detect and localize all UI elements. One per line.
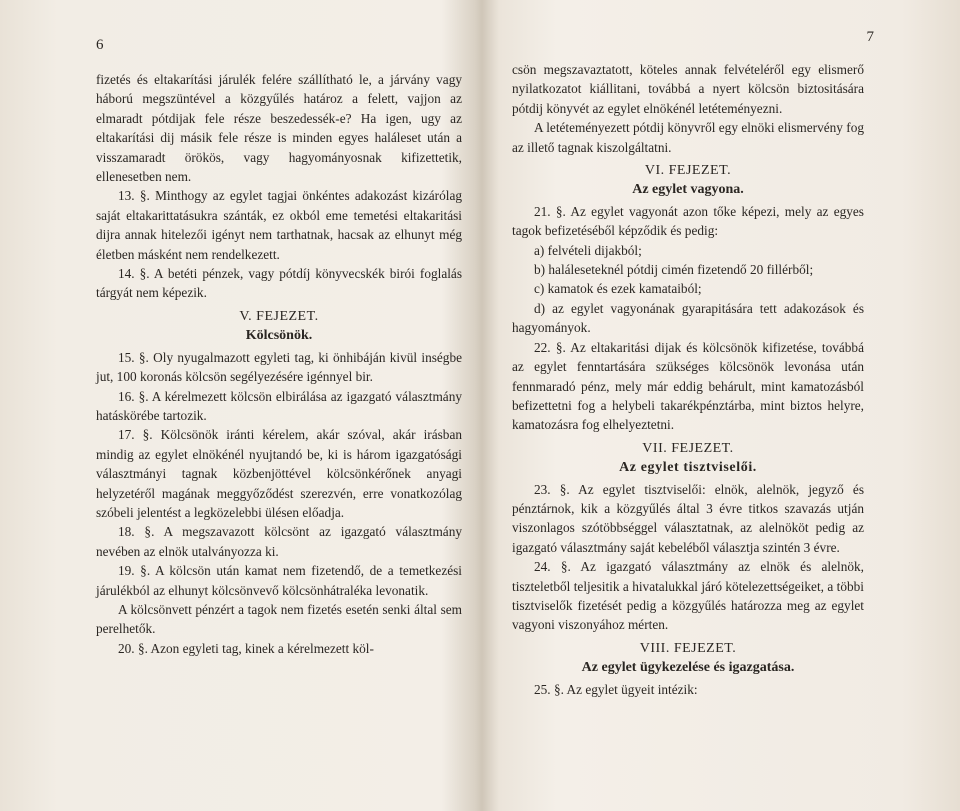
chapter-heading: VIII. FEJEZET.: [639, 640, 737, 656]
page-number: 7: [866, 29, 874, 45]
chapter-heading: VII. FEJEZET.: [642, 440, 734, 456]
chapter-heading: VI. FEJEZET.: [644, 163, 732, 179]
paragraph: csön megszavaztatott, köteles annak felvételéről egy elismerő nyilatkozatot kiállitani, továbbá a nyert kölcsön biztositására pótdij könyvét az egylet elnökénél letéteményezni.: [512, 62, 864, 116]
paragraph: 20. §. Azon egyleti tag, kinek a kérelmezett köl-: [118, 640, 374, 656]
page-number: 6: [96, 37, 104, 53]
right-page-text: [512, 60, 864, 699]
chapter-title: Kölcsönök.: [245, 328, 313, 344]
chapter-title: Az egylet ügykezelése és igazgatása.: [581, 660, 795, 676]
paragraph: 16. §. A kérelmezett kölcsön elbirálása az igazgató választmány hatáskörébe tartozik.: [96, 388, 462, 423]
chapter-title: Az egylet vagyona.: [632, 182, 744, 198]
list-item: c) kamatok és ezek kamataiból;: [534, 281, 702, 297]
paragraph: 21. §. Az egylet vagyonát azon tőke képezi, mely az egyes tagok befizetéséből képződik és pedig:: [512, 203, 864, 239]
right-page: [490, 0, 960, 811]
paragraph: 18. §. A megszavazott kölcsönt az igazgató választmány nevében az elnök utalványozza ki.: [96, 524, 462, 559]
left-page-text: [96, 70, 462, 658]
paragraph: 14. §. A betéti pénzek, vagy pótdíj könyvecskék birói foglalás tárgyát nem képezik.: [96, 266, 462, 301]
paragraph: A letéteményezett pótdij könyvről egy elnöki elismervény fog az illető tagnak kiszolgáltatni.: [512, 120, 864, 155]
list-item: d) az egylet vagyonának gyarapitására tett adakozások és hagyományok.: [512, 300, 864, 336]
list-item: b) haláleseteknél pótdij cimén fizetendő 20 fillérből;: [534, 262, 814, 278]
paragraph: fizetés és eltakarítási járulék felére szállítható le, a járvány vagy háború megszüntével a közgyűlés határoz a felett, vajjon az elmaradt pótdijak fele része beszedessék-e? Ha igen, ugy az eltakarítási dij másik fele része is minden egyes haláleset után a visszamaradt örökös, vagy hagyományosnak kifizettetik, ellenesetben nem.: [96, 72, 462, 185]
paragraph: 25. §. Az egylet ügyeit intézik:: [534, 681, 698, 697]
paragraph: 24. §. Az igazgató választmány az elnök és alelnök, tiszteletből teljesitik a hivatalukkal járó kötelezettségeiket, a többi tisztviselők fizetését pedig a közgyűlés határozza meg az egylet vagyoni viszonyához mérten.: [512, 559, 864, 633]
paragraph: A kölcsönvett pénzért a tagok nem fizetés esetén senki által sem perelhetők.: [96, 601, 462, 637]
chapter-title: Az egylet tisztviselői.: [619, 460, 757, 476]
paragraph: 15. §. Oly nyugalmazott egyleti tag, ki önhibáján kivül inségbe jut, 100 koronás kölcsön segélyezésére igénnyel bir.: [96, 349, 462, 385]
list-item: a) felvételi dijakból;: [534, 242, 642, 258]
paragraph: 17. §. Kölcsönök iránti kérelem, akár szóval, akár irásban mindig az egylet elnökénél nyujtandó be, ki is három igazgatósági választmányi tagnak közbenjöttével kölcsönkérőnek anyagi helyzetéről magának meggyőződést szerezvén, erre vonatkozólag szóbeli jelentést a legközelebbi ülésen előadja.: [96, 427, 462, 520]
paragraph: 23. §. Az egylet tisztviselői: elnök, alelnök, jegyző és pénztárnok, kik a közgyűlés által 3 évre titkos szavazás utján viszonlagos szótöbbséggel választatnak, az alelnököt pedig az igazgató választmány saját kebeléből választja szintén 3 évre.: [512, 481, 864, 555]
paragraph: 19. §. A kölcsön után kamat nem fizetendő, de a temetkezési járulékból az elhunyt kölcsönvevő kölcsönhátraléka levonatik.: [96, 563, 462, 598]
paragraph: 22. §. Az eltakaritási dijak és kölcsönök kifizetése, továbbá az egylet fenntartására szükséges kölcsönök levonása után fennmaradó pénz, mely már eddig behárult, mint kamatozásból befizettetni fog a helybeli takarékpénztárba, mint biztos helyre, kamatozásra fog elhelyeztetni.: [512, 339, 864, 433]
chapter-heading: V. FEJEZET.: [239, 308, 319, 324]
paragraph: 13. §. Minthogy az egylet tagjai önkéntes adakozást kizárólag saját eltakarittatásukra szánták, ez okból eme temetési eltakaritási dijra annak hitelezői igényt nem tarthatnak, hacsak az elhunyt még életben másként nem rendelkezett.: [96, 188, 462, 262]
